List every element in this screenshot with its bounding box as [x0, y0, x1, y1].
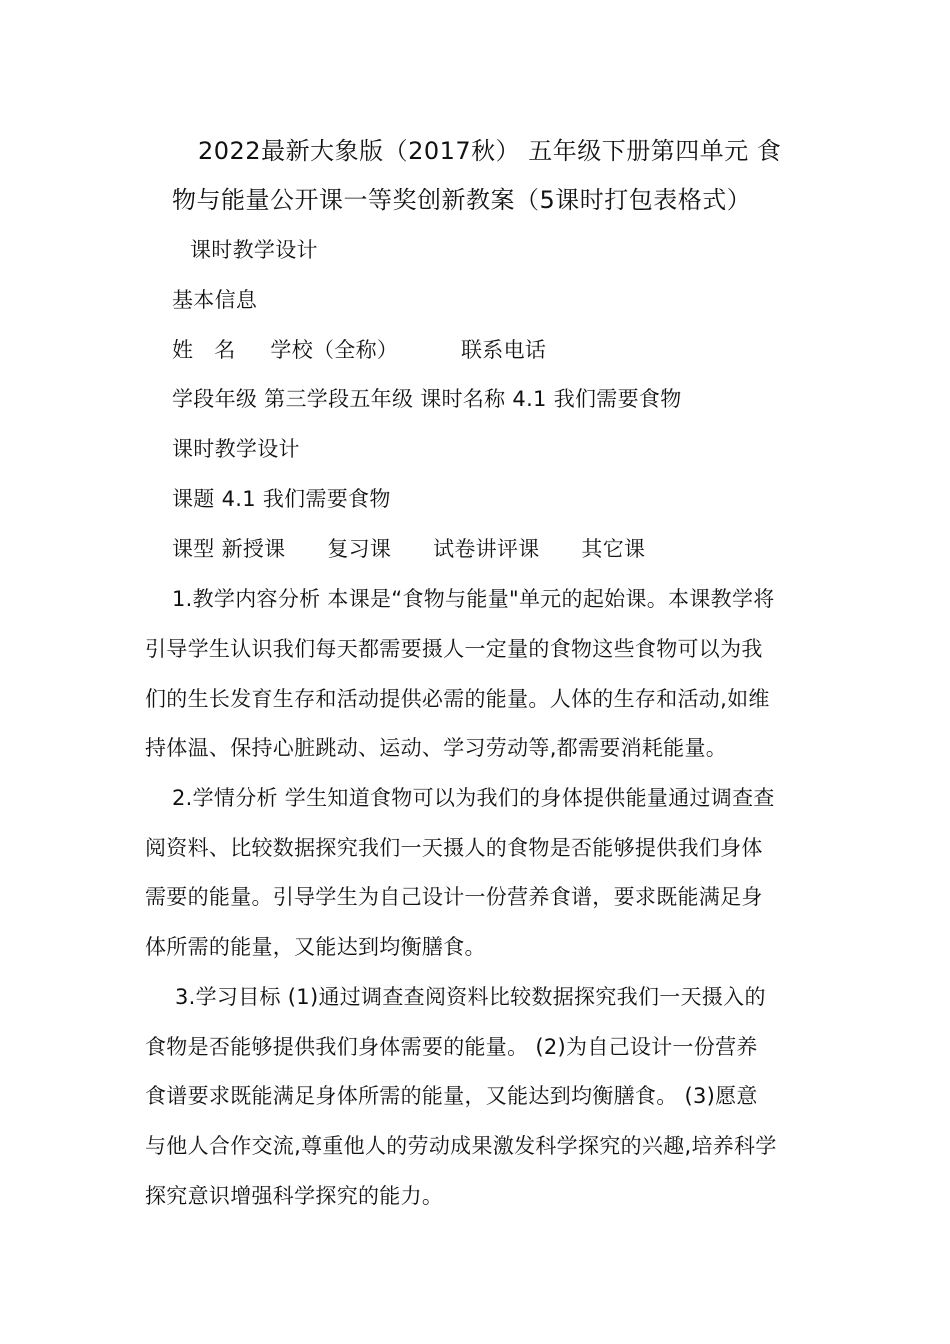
para1-line-1: 1.教学内容分析 本课是“食物与能量"单元的起始课。本课教学将 [172, 587, 775, 611]
para2-line-4: 体所需的能量，又能达到均衡膳食。 [145, 935, 486, 959]
lesson-design-heading: 课时教学设计 [172, 437, 300, 461]
para1-line-2: 引导学生认识我们每天都需要摄人一定量的食物这些食物可以为我 [145, 637, 763, 661]
para3-line-4: 与他人合作交流,尊重他人的劳动成果激发科学探究的兴趣,培养科学 [145, 1134, 777, 1158]
para1-line-4: 持体温、保持心脏跳动、运动、学习劳动等,都需要消耗能量。 [145, 736, 728, 760]
para2-line-1: 2.学情分析 学生知道食物可以为我们的身体提供能量通过调查查 [172, 786, 775, 810]
name-school-phone-row: 姓 名 学校（全称） 联系电话 [172, 338, 547, 362]
para1-line-3: 们的生长发育生存和活动提供必需的能量。人体的生存和活动,如维 [145, 687, 770, 711]
para3-line-1: 3.学习目标 (1)通过调查查阅资料比较数据探究我们一天摄入的 [175, 985, 766, 1009]
para2-line-2: 阅资料、比较数据探究我们一天摄人的食物是否能够提供我们身体 [145, 836, 763, 860]
topic-row: 课题 4.1 我们需要食物 [172, 487, 391, 511]
basic-info-heading: 基本信息 [172, 288, 258, 312]
para3-line-2: 食物是否能够提供我们身体需要的能量。 (2)为自己设计一份营养 [145, 1035, 758, 1059]
document-title-line-1: 2022最新大象版（2017秋） 五年级下册第四单元 食 [198, 137, 782, 165]
para3-line-3: 食谱要求既能满足身体所需的能量，又能达到均衡膳食。 (3)愿意 [145, 1084, 758, 1108]
lesson-design-subtitle: 课时教学设计 [190, 238, 318, 262]
para2-line-3: 需要的能量。引导学生为自己设计一份营养食谱，要求既能满足身 [145, 885, 763, 909]
grade-lesson-row: 学段年级 第三学段五年级 课时名称 4.1 我们需要食物 [172, 387, 682, 411]
lesson-type-row: 课型 新授课 复习课 试卷讲评课 其它课 [172, 537, 646, 561]
document-title-line-2: 物与能量公开课一等奖创新教案（5课时打包表格式） [172, 186, 752, 214]
para3-line-5: 探究意识增强科学探究的能力。 [145, 1184, 444, 1208]
